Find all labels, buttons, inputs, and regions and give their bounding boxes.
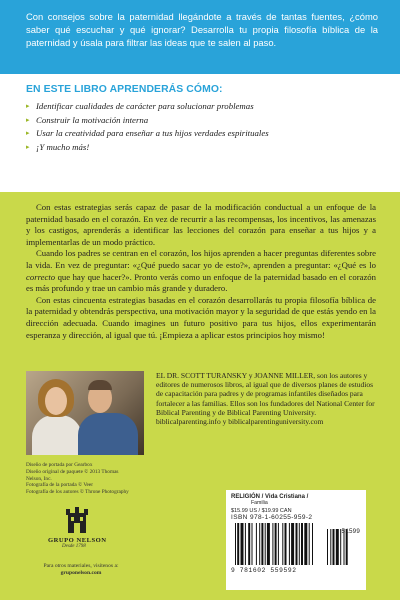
intro-band (0, 0, 400, 74)
castle-icon (64, 505, 90, 535)
barcode-bar (275, 523, 277, 565)
barcode-bar (265, 523, 266, 565)
barcode-bar (336, 529, 339, 565)
barcode-bar (235, 523, 236, 565)
barcode-bar (312, 523, 313, 565)
credit-line: Fotografía de la portada © Veer (26, 482, 94, 489)
barcode-bar (289, 523, 290, 565)
barcode-bar (285, 523, 287, 565)
intro-text: Con consejos sobre la paternidad llegándote a través de tantas fuentes, ¿cómo saber qué escuchar y qué ignorar? Desarrolla tu propia filosofía bíblica de la paternidad y úsala para filtrar las ideas que te salen al paso. (26, 11, 378, 48)
credit-line: Fotografía de los autores © Throne Photography (26, 489, 129, 496)
credit-line: Diseño de portada por Gearbox (26, 462, 93, 468)
barcode-bar (296, 523, 298, 565)
barcode-bar (304, 523, 307, 565)
learn-item: ▸ Construir la motivación interna (26, 114, 380, 128)
publisher-url: gruponelson.com (60, 570, 102, 576)
publisher-logo (48, 505, 128, 549)
barcode-box (226, 490, 366, 590)
barcode-bar (272, 523, 273, 565)
barcode-bar (282, 523, 283, 565)
body-text (26, 202, 376, 341)
publisher-visit: Para otros materiales, visítenos a: gruponelson.com (43, 563, 119, 576)
learn-heading: EN ESTE LIBRO APRENDERÁS CÓMO: (26, 84, 223, 95)
ean-digits: 9 781602 559592 (231, 567, 297, 574)
barcode-bar (278, 523, 279, 565)
barcode-bar (261, 523, 263, 565)
learn-item: ▸ ¡Y mucho más! (26, 141, 380, 155)
barcode-bar (248, 523, 250, 565)
publisher-since: Desde 1798 (62, 544, 86, 549)
category-label-2: Familia (251, 500, 268, 506)
barcode-bar (237, 523, 239, 565)
barcode-bar (291, 523, 294, 565)
barcode-bar (241, 523, 244, 565)
barcode-bar (333, 529, 335, 565)
barcode-bar (267, 523, 270, 565)
publisher-name: GRUPO NELSON (48, 537, 107, 544)
design-credits (26, 462, 136, 496)
barcode-bar (259, 523, 260, 565)
body-paragraph-1: Con estas estrategias serás capaz de pasar de la modificación conductual a un enfoque de la paternidad basado en el corazón. En vez de recurrir a las recompensas, los incentivos, las amenazas y los castigos, aprenderás a identificar las lecciones del corazón para enseñar a tus hijos y a implementarlas de un modo práctico. (26, 202, 376, 247)
barcode-bar (245, 523, 246, 565)
learn-list (26, 100, 380, 154)
isbn-label: ISBN 978-1-60255-959-2 (231, 514, 313, 521)
authors-photo (26, 371, 144, 455)
learn-item: ▸ Identificar cualidades de carácter para solucionar problemas (26, 100, 380, 114)
barcode-bar (330, 529, 331, 565)
barcode-bar (299, 523, 300, 565)
authors-bio: EL DR. SCOTT TURANSKY y JOANNE MILLER, son los autores y editores de numerosos libros, al igual que de diversos planes de estudios de capacitación para padres y de programas infantiles diseñados para fortalecer a las familias. Ellos son los fundadores del National Center for Biblical Parenting y de Biblical Parenting University. biblicalparenting.info y biblicalparentinguniversity.com (156, 371, 375, 427)
barcode-bar (309, 523, 310, 565)
emphasis-word: correcto (26, 271, 56, 282)
barcode-bar (252, 523, 253, 565)
learn-panel (0, 74, 400, 192)
credit-line: Diseño original de paquete © 2013 Thomas Nelson, Inc. (26, 468, 119, 482)
barcode-bar (256, 523, 257, 565)
barcode-bar (327, 529, 328, 565)
body-paragraph-3: Con estas cincuenta estrategias basadas en el corazón desarrollarás tu propia filosofía bíblica de la paternidad y obtendrás perspectiva, una motivación mayor y la seguridad de que estás yendo en la dirección adecuada. Cuando imagines un futuro positivo para tus hijos, ellos experimentarán esperanza y dirección, al igual que tú. ¡Empieza a aplicar estos principios hoy mismo! (26, 294, 376, 340)
body-paragraph-2: Cuando los padres se centran en el corazón, los hijos aprenden a hacer preguntas diferentes sobre la vida. En vez de preguntar: «¿Qué puedo sacar yo de esto?», aprenden a preguntar: «¿Qué es lo correcto que hay que hacer?». Pronto verás como un enfoque de la paternidad basado en el corazón es más profundo y trae un cambio más grande y duradero. (26, 248, 376, 294)
barcode-bar (301, 523, 303, 565)
price-label: $15.99 US / $19.99 CAN (231, 508, 292, 514)
addon-digits: 51599 (341, 528, 360, 535)
category-label: RELIGIÓN / Vida Cristiana / (231, 494, 309, 500)
learn-item: ▸ Usar la creatividad para enseñar a tus hijos verdades espirituales (26, 127, 380, 141)
